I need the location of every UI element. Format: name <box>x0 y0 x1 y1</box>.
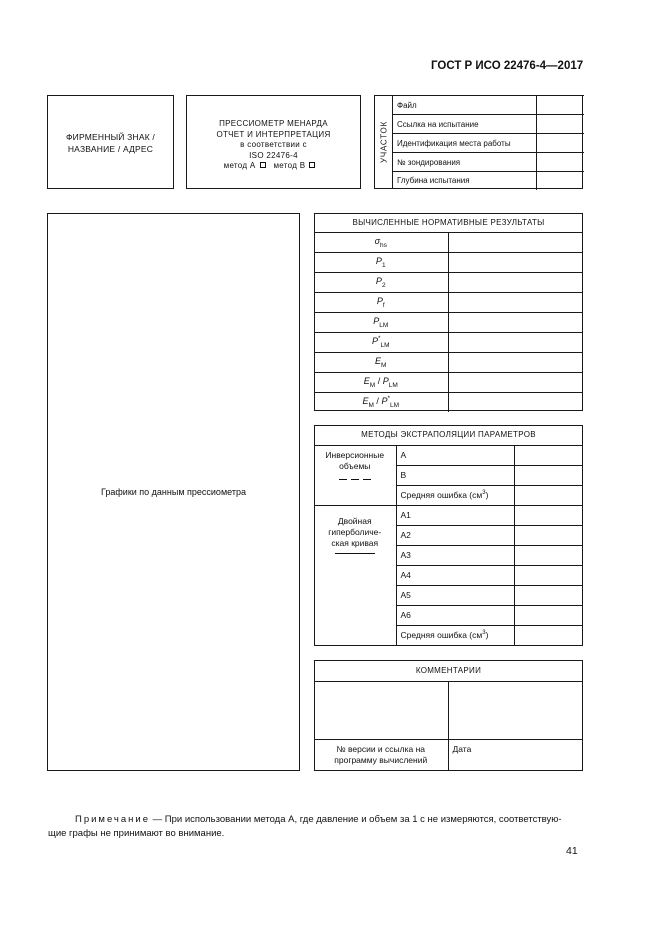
site-row-value[interactable] <box>536 134 584 153</box>
title-line-2: ОТЧЕТ И ИНТЕРПРЕТАЦИЯ <box>216 129 331 139</box>
result-symbol: $P_f$ <box>314 292 448 312</box>
result-value[interactable] <box>448 272 583 292</box>
extrapolation-methods-box <box>314 425 583 646</box>
result-row <box>314 312 583 332</box>
comment-cell-left[interactable] <box>314 681 448 739</box>
method-row-value[interactable] <box>514 585 583 605</box>
site-row-value[interactable] <box>536 96 584 115</box>
method-row-value[interactable] <box>514 545 583 565</box>
result-value[interactable] <box>448 232 583 252</box>
method-a-checkbox[interactable] <box>260 162 266 168</box>
method-row-value[interactable] <box>514 565 583 585</box>
method-row-value[interactable] <box>514 465 583 485</box>
result-row <box>314 352 583 372</box>
note-text: — При использовании метода А, где давление и объем за 1 с не измеряются, соответствую- <box>150 814 562 825</box>
inversion-volumes-group <box>314 445 396 505</box>
note-text-continued: щие графы не принимают во внимание. <box>48 828 225 839</box>
mean-error-value[interactable] <box>514 485 583 505</box>
report-title-box <box>186 95 361 189</box>
method-b-label: метод В <box>273 161 306 170</box>
method-row-label: A <box>396 445 514 465</box>
extrapolation-title: МЕТОДЫ ЭКСТРАПОЛЯЦИИ ПАРАМЕТРОВ <box>314 425 583 445</box>
calculated-results-table <box>314 213 583 412</box>
results-title: ВЫЧИСЛЕННЫЕ НОРМАТИВНЫЕ РЕЗУЛЬТАТЫ <box>314 213 583 232</box>
site-row <box>393 96 584 115</box>
note-prefix: Примечание <box>75 814 150 825</box>
graphs-label: Графики по данным прессиометра <box>101 487 246 497</box>
comments-box <box>314 660 583 771</box>
result-row <box>314 332 583 352</box>
site-row-label: Идентификация места работы <box>393 134 536 153</box>
title-line-1: ПРЕССИОМЕТР МЕНАРДА <box>219 119 328 128</box>
comments-table <box>314 660 583 771</box>
result-value[interactable] <box>448 332 583 352</box>
result-symbol: $P^*_{LM}$ <box>314 332 448 352</box>
title-line-3: в соответствии с <box>240 140 307 149</box>
method-b-checkbox[interactable] <box>309 162 315 168</box>
logo-line-1: ФИРМЕННЫЙ ЗНАК / <box>66 132 155 142</box>
date-label: Дата <box>448 739 583 771</box>
dashed-line-legend <box>318 475 392 486</box>
group1-label-2: объемы <box>339 460 371 471</box>
result-row <box>314 292 583 312</box>
method-row-label: A5 <box>396 585 514 605</box>
group1-label-1: Инверсионные <box>325 449 385 460</box>
site-row <box>393 115 584 134</box>
group2-label-1: Двойная <box>337 515 372 526</box>
method-selector <box>187 161 360 172</box>
method-row-value[interactable] <box>514 445 583 465</box>
double-hyperbolic-group <box>314 505 396 645</box>
title-line-4: ISO 22476-4 <box>249 150 298 160</box>
result-value[interactable] <box>448 292 583 312</box>
method-row-label: A4 <box>396 565 514 585</box>
calculated-results-box <box>314 213 583 411</box>
result-row <box>314 232 583 252</box>
result-symbol: $\sigma_{hs}$ <box>314 232 448 252</box>
site-info-table <box>393 95 584 190</box>
comments-title: КОММЕНТАРИИ <box>314 660 583 681</box>
site-row-label: Ссылка на испытание <box>393 115 536 134</box>
standard-number: ГОСТ Р ИСО 22476-4—2017 <box>431 60 584 72</box>
result-symbol: $E_M / P_{LM}$ <box>314 372 448 392</box>
logo-line-2: НАЗВАНИЕ / АДРЕС <box>67 144 154 154</box>
software-version-label: № версии и ссылка на программу вычислений <box>314 739 448 771</box>
result-row <box>314 372 583 392</box>
site-row-label: Файл <box>393 96 536 115</box>
mean-error-label: Средняя ошибка $(см^3)$ <box>396 485 514 505</box>
site-row-value[interactable] <box>536 153 584 172</box>
result-symbol: $P_1$ <box>314 252 448 272</box>
site-row <box>393 172 584 190</box>
site-row <box>393 153 584 172</box>
pressuremeter-graphs-area <box>47 213 300 771</box>
site-row-label: № зондирования <box>393 153 536 172</box>
method-row-value[interactable] <box>514 505 583 525</box>
result-value[interactable] <box>448 372 583 392</box>
result-value[interactable] <box>448 312 583 332</box>
mean-error-label: Средняя ошибка $(см^3)$ <box>396 625 514 645</box>
company-logo-box <box>47 95 174 189</box>
result-value[interactable] <box>448 352 583 372</box>
comment-cell-right[interactable] <box>448 681 583 739</box>
result-symbol: $P_{LM}$ <box>314 312 448 332</box>
method-row-label: A1 <box>396 505 514 525</box>
site-vertical-label: УЧАСТОК <box>375 96 393 188</box>
group2-label-3: ская кривая <box>331 537 379 548</box>
footnote <box>48 813 588 841</box>
method-row-value[interactable] <box>514 525 583 545</box>
site-row-label: Глубина испытания <box>393 172 536 190</box>
result-symbol: $P_2$ <box>314 272 448 292</box>
method-row-label: A2 <box>396 525 514 545</box>
result-symbol: $E_M / P^*_{LM}$ <box>314 392 448 412</box>
site-row-value[interactable] <box>536 172 584 190</box>
result-value[interactable] <box>448 252 583 272</box>
method-row-label: B <box>396 465 514 485</box>
method-a-label: метод А <box>223 161 256 170</box>
result-row <box>314 272 583 292</box>
site-row <box>393 134 584 153</box>
mean-error-value[interactable] <box>514 625 583 645</box>
result-symbol: $E_M$ <box>314 352 448 372</box>
group2-label-2: гиперболиче- <box>328 526 382 537</box>
result-row <box>314 252 583 272</box>
result-row <box>314 392 583 412</box>
solid-line-legend <box>335 553 375 554</box>
method-row-label: A3 <box>396 545 514 565</box>
site-row-value[interactable] <box>536 115 584 134</box>
extrapolation-table <box>314 425 583 645</box>
method-row-label: A6 <box>396 605 514 625</box>
method-row-value[interactable] <box>514 605 583 625</box>
page-number: 41 <box>566 845 578 857</box>
result-value[interactable] <box>448 392 583 412</box>
site-info-box <box>374 95 583 189</box>
